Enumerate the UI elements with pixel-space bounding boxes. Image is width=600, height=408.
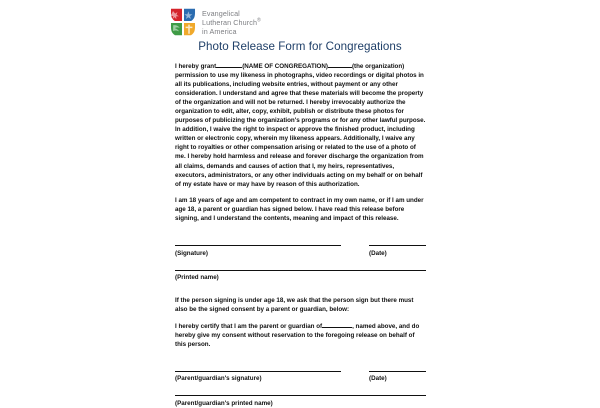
- congregation-blank-2: [328, 67, 352, 68]
- certify-part-2: , named above, and do hereby give my consent without reservation to the foregoing release on behalf of this person.: [175, 322, 420, 348]
- certify-part-1: I hereby certify that I am the parent or guardian of: [175, 322, 323, 330]
- date-line[interactable]: [369, 245, 426, 246]
- signature-label: (Signature): [175, 249, 208, 257]
- printed-name-label: (Printed name): [175, 274, 219, 282]
- parent-signature-label-row: [175, 374, 426, 383]
- parent-signature-label: (Parent/guardian's signature): [175, 375, 262, 383]
- congregation-blank-1: [216, 67, 242, 68]
- logo-line-1: Evangelical: [202, 9, 240, 18]
- printed-name-label-row: [175, 273, 426, 282]
- elca-logo-icon: [169, 8, 197, 36]
- page-title: Photo Release Form for Congregations: [198, 40, 402, 53]
- grant-part-3: (the organization) permission to use my likeness in photographs, video recordings or digital photos in all its publications, including website entries, without payment or any other consideration. I understand and agree that these materials will become the property of the organization and will not be returned. I hereby irrevocably authorize the organization to edit, alter, copy, exhibit, publish or distribute these photos for purposes of publicizing the organization's programs or for any other lawful purpose. In addition, I waive the right to inspect or approve the finished product, including written or electronic copy, wherein my likeness appears. Additionally, I waive any right to royalties or other compensation arising or related to the use of a photo of me. I hereby hold harmless and release and forever discharge the organization from all claims, demands and causes of action that I, my heirs, representatives, executors, administrators, or any other individuals acting on my behalf or on behalf of my estate have or may have by reason of this authorization.: [175, 63, 426, 188]
- parent-printed-name-label: (Parent/guardian's printed name): [175, 399, 273, 407]
- guardian-of-blank: [322, 327, 352, 328]
- grant-part-1: I hereby grant: [175, 63, 217, 70]
- parent-printed-name-rule-row: [175, 395, 426, 396]
- date-label-1: (Date): [369, 249, 387, 257]
- date-label-2: (Date): [369, 375, 387, 383]
- signature-rule-row: [175, 245, 426, 246]
- logo-line-2: Lutheran Church®: [202, 17, 261, 28]
- paragraph-parent-certify: [175, 322, 426, 349]
- logo-line-3: in America: [202, 27, 237, 37]
- signature-label-row: [175, 249, 426, 258]
- parent-printed-name-line[interactable]: [175, 395, 426, 396]
- parent-signature-line[interactable]: [175, 371, 341, 372]
- printed-name-line[interactable]: [175, 270, 426, 271]
- parent-date-line[interactable]: [369, 371, 426, 372]
- signature-line[interactable]: [175, 245, 341, 246]
- elca-logo-block: [169, 8, 261, 36]
- paragraph-age-competency: I am 18 years of age and am competent to contract in my own name, or if I am under age 18, a parent or guardian has signed below. I have read this release before signing, and I understand the contents, meaning and impact of this release.: [175, 197, 424, 223]
- signature-block-primary: [175, 233, 426, 282]
- document-body: [175, 62, 426, 408]
- parent-signature-rule-row: [175, 371, 426, 372]
- printed-name-rule-row: [175, 270, 426, 271]
- grant-congregation-label: (NAME OF CONGREGATION): [242, 63, 328, 70]
- paragraph-minor-notice: If the person signing is under age 18, we ask that the person sign but there must also be the signed consent by a parent or guardian, below:: [175, 297, 414, 314]
- paragraph-grant: [175, 62, 426, 189]
- elca-logo-wordmark: [202, 8, 261, 36]
